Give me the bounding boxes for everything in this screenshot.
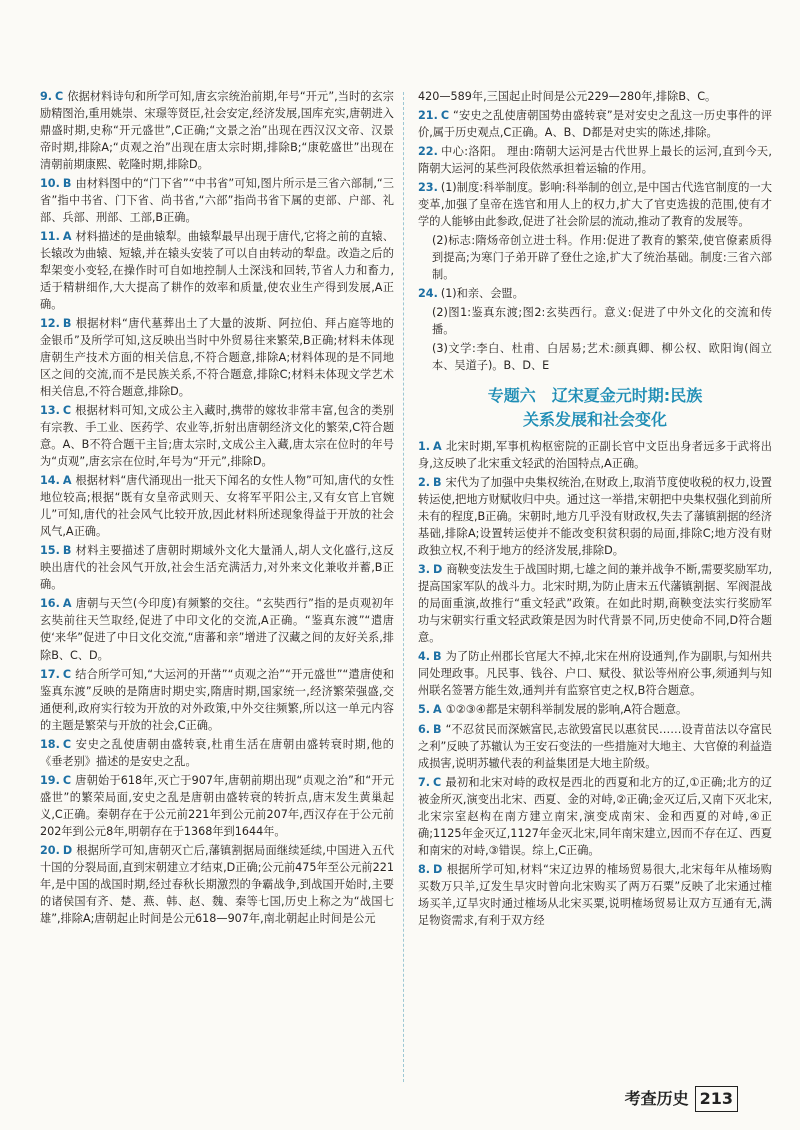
answer-number: 19. xyxy=(40,773,60,787)
answer-text: 最初和北宋对峙的政权是西北的西夏和北方的辽,①正确;北方的辽被金所灭,演变出北宋、西夏、金的对峙,②正确;金灭辽后,又南下灭北宋,北宋宗室赵构在南方建立南宋,演变成南宋、金和西夏的对峙,④正确;1125年金灭辽,1127年金灭北宋,同年南宋建立,因而不存在辽、西夏和南宋的对峙,③错误。综上,C正确。 xyxy=(418,775,772,857)
section-title xyxy=(418,384,772,432)
answer-item xyxy=(40,736,394,770)
answer-item xyxy=(40,472,394,540)
answer-number: 3. xyxy=(418,563,431,577)
answer-number: 11. xyxy=(40,230,60,244)
answer-text: 为了防止州郡长官尾大不掉,北宋在州府设通判,作为副职,与知州共同处理政事。凡民事、钱谷、户口、赋役、狱讼等州府公事,须通判与知州联名签署方能生效,通判并有监察官吏之权,B符合题意。 xyxy=(418,650,772,698)
answer-key: C xyxy=(62,404,72,418)
answer-text: 唐朝始于618年,灭亡于907年,唐朝前期出现“贞观之治”和“开元盛世”的繁荣局面,安史之乱是唐朝由盛转衰的转折点,唐末发生黄巢起义,C正确。秦朝存在于公元前221年到公元前207年,西汉存在于公元前202年到公元8年,明朝存在于1368年到1644年。 xyxy=(40,773,394,838)
answer-key: C xyxy=(440,109,450,123)
answer-item xyxy=(40,88,394,173)
answer-text: (1)制度:科举制度。影响:科举制的创立,是中国古代选官制度的一大变革,加强了皇帝在选官和用人上的权力,扩大了官吏选拔的范围,使有才学的人能够由此参政,促进了社会阶层的流动,推动了教育的发展等。 xyxy=(418,181,772,229)
answer-key: D xyxy=(433,862,443,876)
answer-key: A xyxy=(433,440,442,454)
answer-number: 4. xyxy=(418,650,431,664)
answer-item xyxy=(40,402,394,470)
section-title-line2: 关系发展和社会变化 xyxy=(522,410,667,430)
answer-item xyxy=(418,107,772,141)
right-column xyxy=(418,88,772,931)
answer-key: B xyxy=(433,650,442,664)
answer-item xyxy=(40,315,394,400)
answer-text: 材料描述的是曲辕犁。曲辕犁最早出现于唐代,它将之前的直辕、长辕改为曲辕、短辕,并在辕头安装了可以自由转动的犁盘。改造之后的犁架变小变轻,在操作时可自如地控制人土深浅和回转,节省人力和畜力,适于精耕细作,大大提高了耕作的效率和质量,使农业生产得到发展,A正确。 xyxy=(40,230,394,312)
answer-number: 10. xyxy=(40,177,60,191)
answer-key: C xyxy=(433,775,442,789)
answer-item xyxy=(40,842,394,927)
answer-key: C xyxy=(62,773,72,787)
answer-item xyxy=(40,228,394,313)
answer-item xyxy=(418,438,772,472)
answer-key: A xyxy=(433,703,442,717)
answer-number: 6. xyxy=(418,722,431,736)
answer-number: 15. xyxy=(40,544,60,558)
answer-text: 根据材料“唐代涌现出一批天下闻名的女性人物”可知,唐代的女性地位较高;根据“既有女皇帝武则天、女将军平阳公主,又有女官上官婉儿”可知,唐代的社会风气比较开放,因此材料所述现象得益于开放的社会风气,A正确。 xyxy=(40,474,394,539)
answer-text: 结合所学可知,“大运河的开凿”“贞观之治”“开元盛世”“遣唐使和鉴真东渡”反映的是隋唐时期史实,隋唐时期,国家统一,经济繁荣强盛,交通便利,政府实行较为开放的对外政策,中外交往频繁,所以这一单元内容的主题是繁荣与开放的社会,C正确。 xyxy=(40,667,394,732)
answer-text: 根据材料“唐代墓葬出土了大量的波斯、阿拉伯、拜占庭等地的金银币”及所学可知,这反映出当时中外贸易往来繁荣,B正确;材料未体现唐朝生产技术方面的相关信息,不符合题意,排除A;材料体现的是不同地区之间的交流,而不是民族关系,不符合题意,排除C;材料未体现文学艺术相关信息,不符合题意,排除D。 xyxy=(40,317,394,399)
answer-number: 22. xyxy=(418,145,438,159)
answer-number: 5. xyxy=(418,703,431,717)
answer-text: 依据材料诗句和所学可知,唐玄宗统治前期,年号“开元”,当时的玄宗励精图治,重用姚崇、宋璟等贤臣,社会安定,经济发展,国库充实,唐朝进入鼎盛时期,史称“开元盛世”,C正确;“文景之治”出现在西汉汉文帝、汉景帝时期,排除A;“贞观之治”出现在唐太宗时期,排除B;“康乾盛世”出现在清朝前期康熙、乾隆时期,排除D。 xyxy=(40,90,394,172)
answer-key: C xyxy=(62,667,72,681)
answer-item xyxy=(418,285,772,302)
answer-key: C xyxy=(55,90,64,103)
answer-key: C xyxy=(62,737,72,751)
answer-key: B xyxy=(433,476,442,490)
answer-item xyxy=(40,666,394,734)
answer-number: 13. xyxy=(40,404,60,418)
answer-text: (3)文学:李白、杜甫、白居易;艺术:颜真卿、柳公权、欧阳询(阎立本、吴道子)。B、D、E xyxy=(432,342,772,373)
answer-number: 23. xyxy=(418,181,438,195)
answer-text: ①②③④都是宋朝科举制发展的影响,A符合题意。 xyxy=(445,703,688,717)
answer-text: 安史之乱使唐朝由盛转衰,杜甫生活在唐朝由盛转衰时期,他的《垂老别》描述的是安史之乱。 xyxy=(40,737,394,768)
answer-text: (2)标志:隋炀帝创立进士科。作用:促进了教育的繁荣,使官僚素质得到提高;为寒门子弟开辟了登仕之途,扩大了统治基础。制度:三省六部制。 xyxy=(432,234,772,282)
answer-number: 20. xyxy=(40,843,60,857)
answer-item xyxy=(418,861,772,929)
answer-text: 北宋时期,军事机构枢密院的正副长官中文臣出身者远多于武将出身,这反映了北宋重文轻武的治国特点,A正确。 xyxy=(418,440,772,471)
answer-text: 根据所学可知,唐朝灭亡后,藩镇割据局面继续延续,中国进入五代十国的分裂局面,直到宋朝建立才结束,D正确;公元前475年至公元前221年,是中国的战国时期,经过春秋长期激烈的争霸战争,到战国开始时,主要的诸侯国有齐、楚、燕、韩、赵、魏、秦等七国,历史上称之为“战国七雄”,排除A;唐朝起止时间是公元618—907年,南北朝起止时间是公元 xyxy=(40,843,394,925)
footer-brand-text: 考查历史 xyxy=(624,1088,689,1108)
answer-number: 12. xyxy=(40,317,60,331)
answer-text: 材料主要描述了唐朝时期域外文化大量涌人,胡人文化盛行,这反映出唐代的社会风气开放,社会生活充满活力,对外来文化兼收并蓄,B正确。 xyxy=(40,544,394,592)
page-number: 213 xyxy=(695,1086,738,1112)
answer-item xyxy=(418,304,772,338)
answer-text: (2)图1:鉴真东渡;图2:玄奘西行。意义:促进了中外文化的交流和传播。 xyxy=(432,306,772,337)
page-footer xyxy=(625,1086,738,1112)
answer-number: 7. xyxy=(418,775,431,789)
answer-text: (1)和亲、会盟。 xyxy=(440,287,524,301)
answer-item xyxy=(40,772,394,840)
answer-number: 2. xyxy=(418,476,431,490)
answer-text: 由材料图中的“门下省”“中书省”可知,图片所示是三省六部制,“三省”指中书省、门下省、尚书省,“六部”指尚书省下属的吏部、户部、礼部、兵部、刑部、工部,B正确。 xyxy=(40,177,394,225)
answer-item xyxy=(418,721,772,772)
left-column xyxy=(40,88,394,929)
answer-key: A xyxy=(62,230,72,244)
answer-key: A xyxy=(62,597,72,611)
answer-number: 8. xyxy=(418,862,431,876)
answer-text: “不忍贫民而深嫉富民,志欲毁富民以惠贫民……设青苗法以夺富民之利”反映了苏辙认为王安石变法的一些措施对大地主、大官僚的利益造成损害,说明苏辙代表的利益集团是大地主阶级。 xyxy=(418,722,772,770)
answer-item xyxy=(418,648,772,699)
answer-number: 21. xyxy=(418,109,438,123)
answer-key: B xyxy=(62,177,72,191)
answer-number: 24. xyxy=(418,287,438,301)
answer-number: 16. xyxy=(40,597,60,611)
answer-text: 420—589年,三国起止时间是公元229—280年,排除B、C。 xyxy=(418,90,717,103)
answer-item xyxy=(418,340,772,374)
answer-key: D xyxy=(62,843,73,857)
answer-key: A xyxy=(62,474,72,488)
answer-item xyxy=(40,542,394,593)
answer-text: 根据所学可知,材料“宋辽边界的榷场贸易很大,北宋每年从榷场购买数万只羊,辽发生旱灾时曾向北宋购买了两万石粟”反映了北宋通过榷场买羊,辽旱灾时通过榷场从北宋买粟,说明榷场贸易让双方互通有无,满足物资需求,有利于双方经 xyxy=(418,862,772,927)
answer-key: B xyxy=(433,722,442,736)
answer-text: 根据材料可知,文成公主入藏时,携带的嫁妆非常丰富,包含的类别有宗教、手工业、医药学、农业等,折射出唐朝经济文化的繁荣,C符合题意。A、B不符合题干主旨;唐太宗时,文成公主入藏,唐太宗在位时的年号为“贞观”,唐玄宗在位时,年号为“开元”,排除D。 xyxy=(40,404,394,469)
answer-key: B xyxy=(62,544,72,558)
answer-number: 17. xyxy=(40,667,60,681)
answer-item xyxy=(418,774,772,859)
answer-item xyxy=(418,232,772,283)
answer-key: B xyxy=(62,317,72,331)
answer-item xyxy=(418,143,772,177)
answer-item xyxy=(418,179,772,230)
answer-number: 14. xyxy=(40,474,60,488)
answer-item xyxy=(418,474,772,559)
answer-item xyxy=(418,561,772,646)
answer-text: 唐朝与天竺(今印度)有频繁的交往。“玄奘西行”指的是贞观初年玄奘前往天竺取经,促进了中印文化的交流,A正确。“鉴真东渡”“遣唐使‘来华”促进了中日文化交流,“唐蕃和亲”增进了汉藏之间的友好关系,排除B、C、D。 xyxy=(40,597,394,662)
column-divider xyxy=(403,92,404,1082)
answer-number: 1. xyxy=(418,440,431,454)
section-title-line1: 专题六 辽宋夏金元时期:民族 xyxy=(487,386,703,406)
answer-text: 商鞅变法发生于战国时期,七雄之间的兼并战争不断,需要奖励军功,提高国家军队的战斗力。北宋时期,为防止唐末五代藩镇割据、军阀混战的局面重演,故推行“重文轻武”政策。在如此时期,商鞅变法实行奖励军功与宋朝实行重文轻武政策是因为时代背景不同,历史使命不同,D符合题意。 xyxy=(418,563,772,645)
answer-text: 中心:洛阳。 理由:隋朝大运河是古代世界上最长的运河,直到今天,隋朝大运河的某些河段依然承担着运输的作用。 xyxy=(418,145,772,176)
answer-number: 9. xyxy=(40,90,53,103)
answer-text: “安史之乱使唐朝国势由盛转衰”是对安史之乱这一历史事件的评价,属于历史观点,C正确。A、B、D都是对史实的陈述,排除。 xyxy=(418,109,772,140)
answer-text: 宋代为了加强中央集权统治,在财政上,取消节度使收税的权力,设置转运使,把地方财赋收归中央。通过这一举措,宋朝把中央集权强化到前所未有的程度,B正确。宋朝时,地方几乎没有财政权,失去了藩镇割据的经济基础,排除A;设置转运使并不能改变积贫积弱的局面,排除C;地方没有财政独立权,不利于地方的经济发展,排除D。 xyxy=(418,476,772,558)
answer-item xyxy=(40,175,394,226)
answer-item xyxy=(418,88,772,105)
answer-key: D xyxy=(433,563,443,577)
answer-item xyxy=(418,701,772,718)
answer-number: 18. xyxy=(40,737,60,751)
answer-item xyxy=(40,595,394,663)
